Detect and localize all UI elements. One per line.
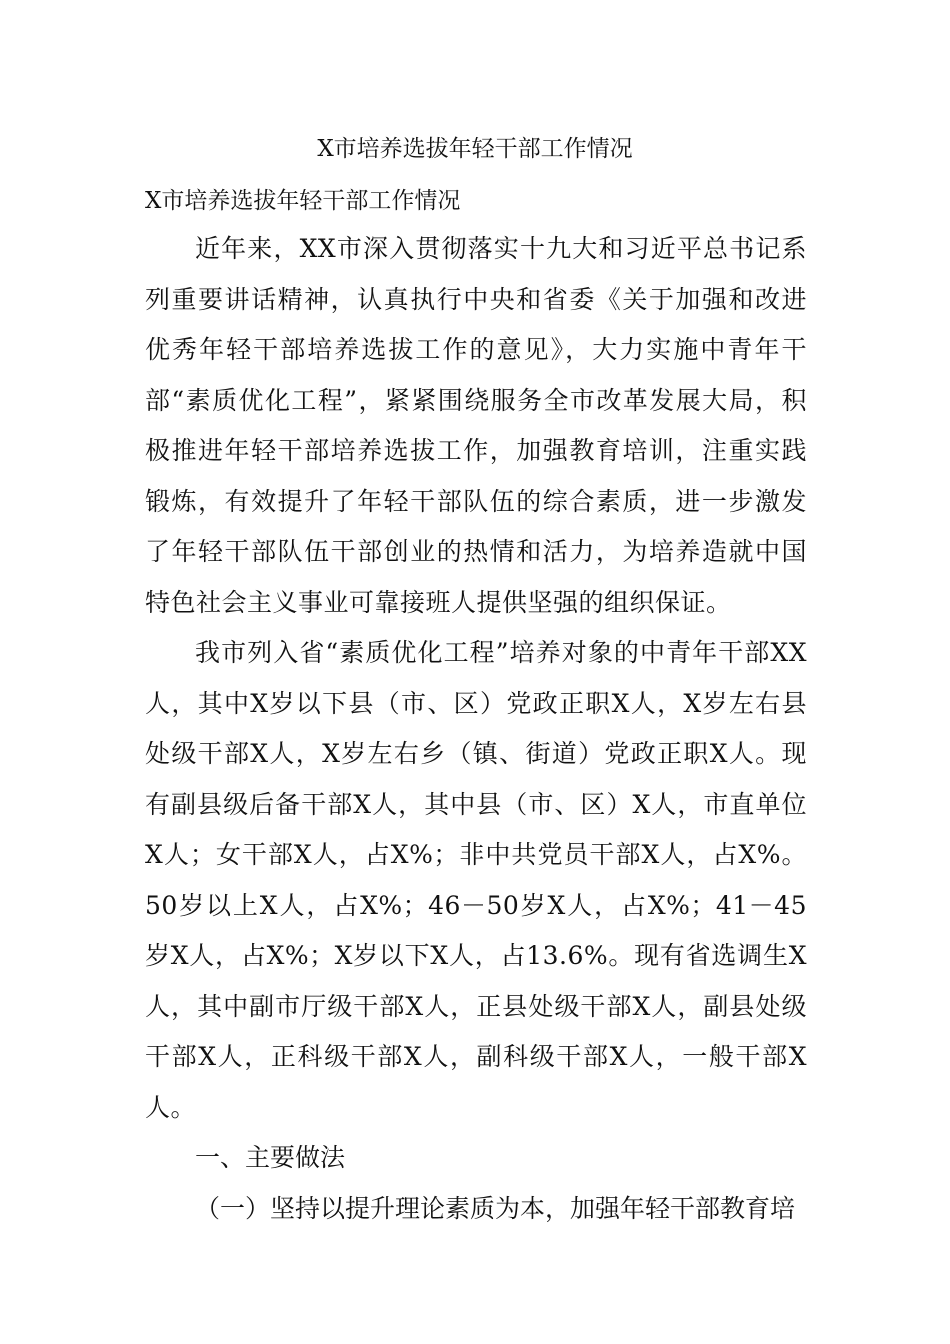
document-title: X市培养选拔年轻干部工作情况	[317, 136, 633, 162]
paragraph-intro: 近年来，XX市深入贯彻落实十九大和习近平总书记系列重要讲话精神，认真执行中央和省委《关于加强和改进优秀年轻干部培养选拔工作的意见》，大力实施中青年干部“素质优化工程”，紧紧围绕服务全市改革发展大局，积极推进年轻干部培养选拔工作，加强教育培训，注重实践锻炼，有效提升了年轻干部队伍的综合素质，进一步激发了年轻干部队伍干部创业的热情和活力，为培养造就中国特色社会主义事业可靠接班人提供坚强的组织保证。	[145, 234, 807, 617]
document-body	[145, 224, 807, 1234]
paragraph-statistics: 我市列入省“素质优化工程”培养对象的中青年干部XX人，其中X岁以下县（市、区）党政正职X人，X岁左右县处级干部X人，X岁左右乡（镇、街道）党政正职X人。现有副县级后备干部X人，其中县（市、区）X人，市直单位X人；女干部X人，占X%；非中共党员干部X人，占X%。50岁以上X人，占X%；46－50岁X人，占X%；41－45岁X人，占X%；X岁以下X人，占13.6%。现有省选调生X人，其中副市厅级干部X人，正县处级干部X人，副县处级干部X人，正科级干部X人，副科级干部X人，一般干部X人。	[145, 638, 807, 1122]
section-heading: 一、主要做法	[195, 1143, 346, 1172]
subsection-heading: （一）坚持以提升理论素质为本，加强年轻干部教育培	[195, 1193, 796, 1223]
document-subtitle: X市培养选拔年轻干部工作情况	[145, 188, 461, 214]
